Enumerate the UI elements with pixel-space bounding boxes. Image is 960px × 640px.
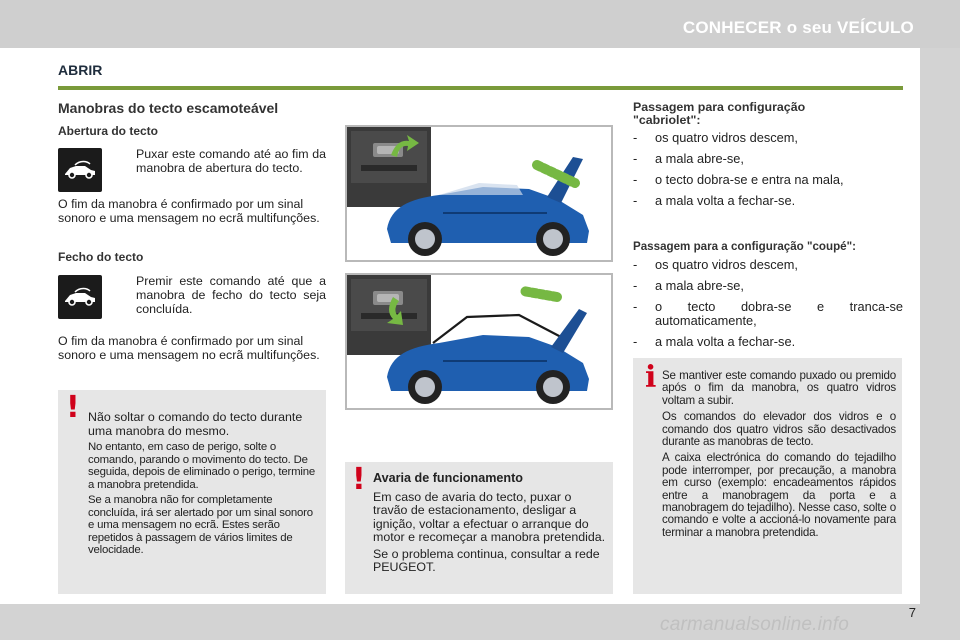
close-note: O fim da manobra é confirmado por um sinal sonoro e uma mensagem no ecrã multifunções. [58,334,320,362]
info-text [662,370,896,543]
warning-p1: Não soltar o comando do tecto durante uma manobra do mesmo. [88,410,303,438]
list-item: - a mala volta a fechar-se. [633,193,796,208]
warning-p2: No entanto, em caso de perigo, solte o comando, parando o movimento do tecto. De seguida, depois de eliminado o perigo, termine a manobra pretendida. [88,441,315,491]
close-subheading: Fecho do tecto [58,250,144,264]
info-p1: Se mantiver este comando puxado ou premido após o fim da manobra, os quatro vidros voltam a subir. [662,369,896,407]
malfunction-title: Avaria de funcionamento [373,471,523,485]
car-opening-illustration [345,125,613,262]
warning-icon: ! [66,390,80,425]
coupe-heading: Passagem para a configuração "coupé": [633,240,856,253]
open-note: O fim da manobra é confirmado por um sinal sonoro e uma mensagem no ecrã multifunções. [58,197,320,225]
chapter-title: CONHECER o seu VEÍCULO [682,18,914,37]
list-item: - a mala abre-se, [633,151,744,166]
list-item: - os quatro vidros descem, [633,257,798,272]
list-item: - a mala abre-se, [633,278,744,293]
list-item: - o tecto dobra-se e entra na mala, [633,172,844,187]
warning-p3: Se a manobra não for completamente concluída, irá ser alertado por um sinal sonoro e uma mensagem no ecrã. Estes serão repetidos à passagem de vários limites de velocidade. [88,494,313,556]
malfunction-p1: Em caso de avaria do tecto, puxar o travão de estacionamento, desligar a ignição, voltar a efectuar o arranque do motor e recomeçar a manobra pretendida. [373,489,606,544]
warning-text [88,411,320,560]
watermark: carmanualsonline.info [660,614,850,635]
malfunction-warning-text [373,472,607,578]
info-p2: Os comandos do elevador dos vidros e o comando dos quatro vidros são desactivados durante as manobras de tecto. [662,410,896,449]
list-item: - a mala volta a fechar-se. [633,334,796,349]
car-closing-illustration [345,273,613,410]
coupe-steps [633,258,903,356]
section-divider [58,86,903,90]
cabriolet-heading: Passagem para configuração "cabriolet": [633,100,806,127]
info-p3: A caixa electrónica do comando do tejadilho pode interromper, por precaução, a manobra em curso (exemplo: encadeamentos rápidos entre a manobragem da porta e a manobragem do tejadilho). Nesse caso, solte o comando e volte a accioná-lo novamente para terminar a manobra pretendida. [662,451,896,539]
open-subheading: Abertura do tecto [58,124,159,138]
warning-icon: ! [352,462,366,497]
malfunction-p2: Se o problema continua, consultar a rede PEUGEOT. [373,546,600,574]
list-item: - os quatro vidros descem, [633,130,798,145]
cabriolet-steps [633,131,903,215]
section-title: ABRIR [58,62,103,78]
close-instruction: Premir este comando até que a manobra de fecho do tecto seja concluída. [136,274,326,316]
info-icon: i [645,360,657,395]
list-item: - o tecto dobra-se e tranca-se automaticamente, [633,299,903,328]
main-heading: Manobras do tecto escamoteável [58,100,279,116]
page-number: 7 [908,605,916,620]
roof-switch-icon [58,148,102,192]
roof-switch-icon [58,275,102,319]
open-instruction: Puxar este comando até ao fim da manobra de abertura do tecto. [136,147,326,175]
right-margin-strip [920,48,960,640]
